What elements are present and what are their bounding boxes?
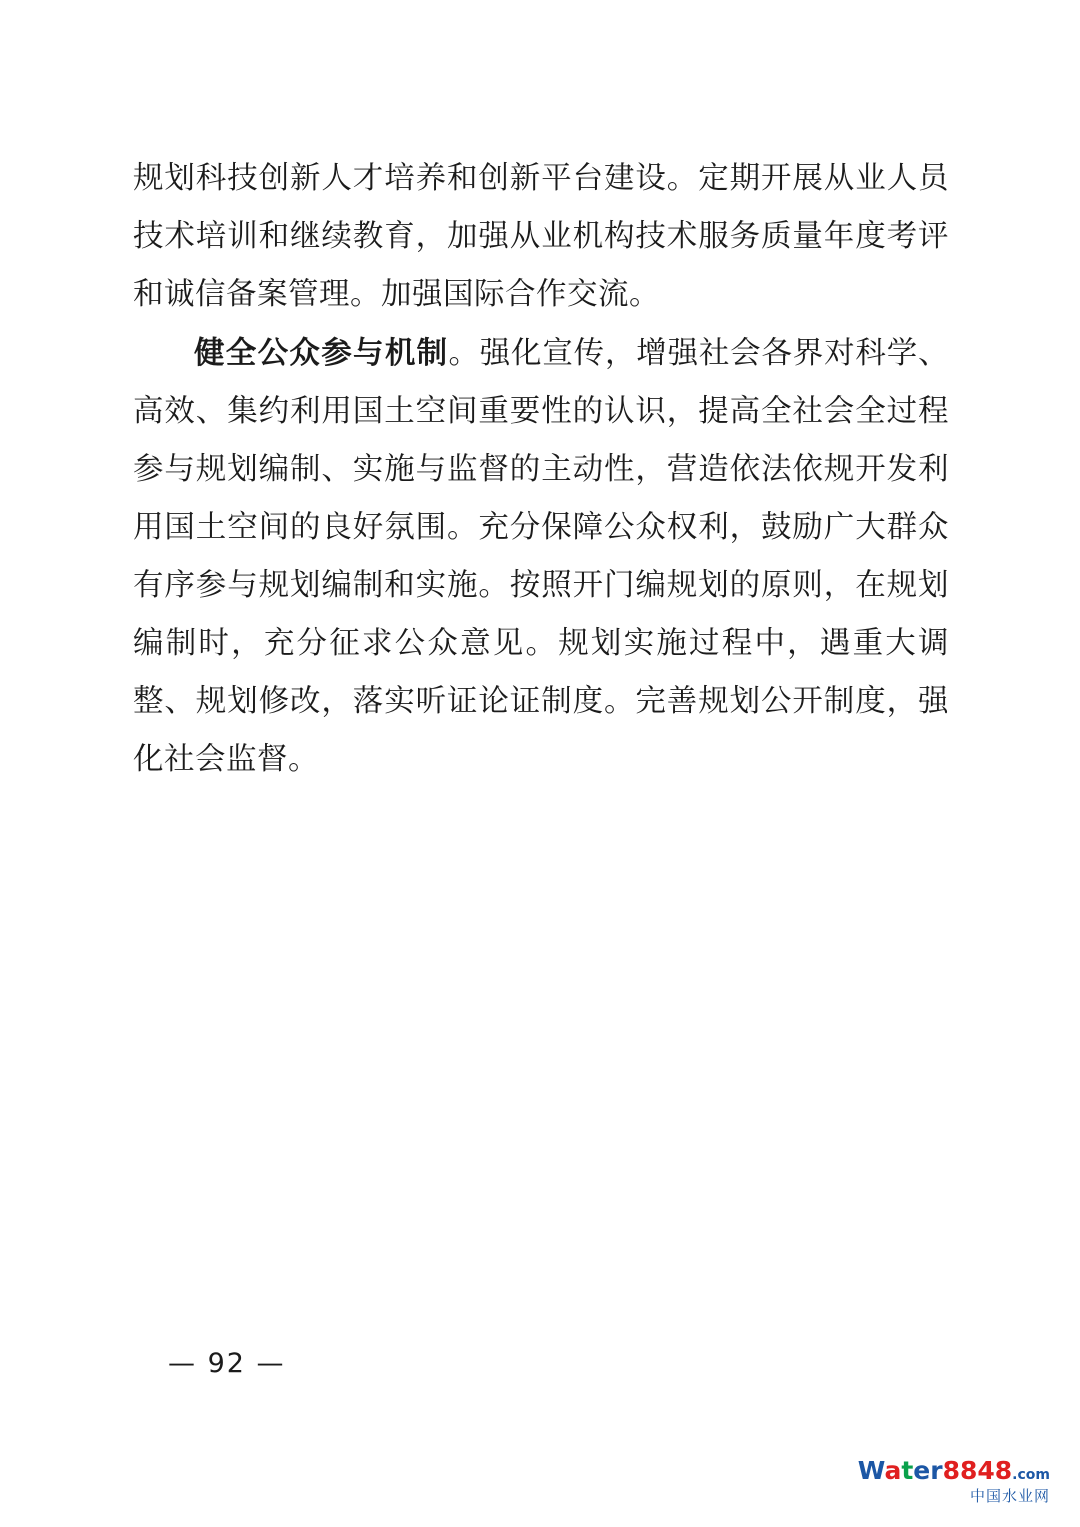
watermark-brand-number: 8848: [942, 1456, 1013, 1485]
watermark-brand: [858, 1457, 1050, 1486]
paragraph-2-text: 。强化宣传，增强社会各界对科学、高效、集约利用国土空间重要性的认识，提高全社会全过程参与规划编制、实施与监督的主动性，营造依法依规开发利用国土空间的良好氛围。充分保障公众权利，鼓励广大群众有序参与规划编制和实施。按照开门编规划的原则，在规划编制时，充分征求公众意见。规划实施过程中，遇重大调整、规划修改，落实听证论证制度。完善规划公开制度，强化社会监督。: [133, 336, 950, 777]
watermark-brand-t: t: [901, 1456, 914, 1485]
watermark-brand-dotcom: .com: [1012, 1467, 1050, 1483]
paragraph-1-text: 规划科技创新人才培养和创新平台建设。定期开展从业人员技术培训和继续教育，加强从业机构技术服务质量年度考评和诚信备案管理。加强国际合作交流。: [133, 161, 949, 312]
paragraph-1: [133, 150, 949, 324]
watermark-brand-er: er: [913, 1456, 943, 1485]
paragraph-2: [133, 324, 949, 789]
paragraph-2-lead: 健全公众参与机制: [194, 335, 449, 371]
page-content: [133, 150, 949, 789]
watermark-brand-w: W: [857, 1456, 885, 1485]
watermark-brand-a: a: [884, 1456, 902, 1485]
page-number: — 92 —: [168, 1348, 286, 1379]
watermark-subtitle: 中国水业网: [969, 1486, 1050, 1505]
watermark: [858, 1457, 1050, 1505]
